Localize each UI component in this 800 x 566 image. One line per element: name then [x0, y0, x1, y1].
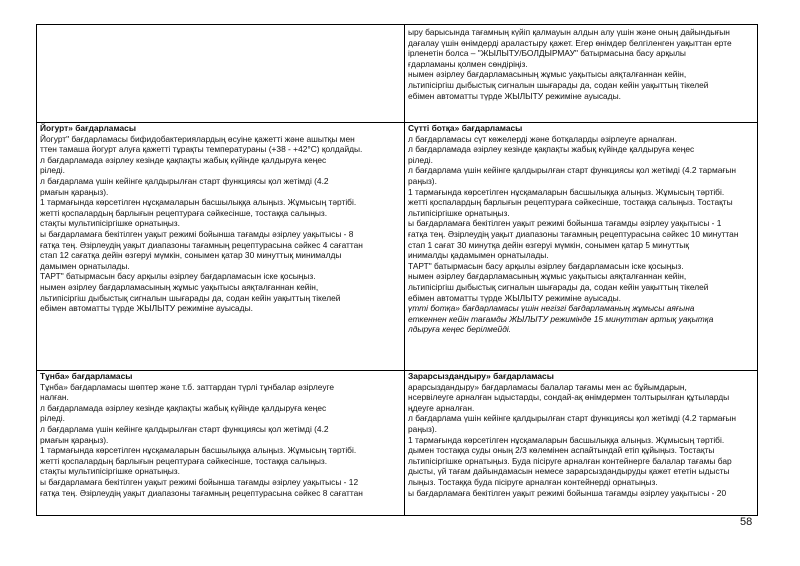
text-line: налған. [40, 392, 69, 403]
text-line: инималды қадамымен орнатылады. [408, 250, 549, 261]
text-line: ы бағдарламаға бекітілген уақыт режимі бойынша тағамды әзірлеу уақытысы - 20 [408, 487, 727, 498]
text-line: л бағдарламасы сүт көжелерді және ботқаларды әзірлеуге арналған. [408, 133, 677, 144]
text-line: льтипісіргішке орнатыңыз. [408, 207, 510, 218]
cell-top-right [405, 27, 759, 122]
text-line: дысты, үй тағам дайындамасын немесе зарарсыздандыруды қажет ететін ыдысты [408, 466, 730, 477]
text-line: ы бағдарламаға бекітілген уақыт режимі бойынша тағамды әзірлеу уақытысы - 12 [40, 476, 359, 487]
text-line: стап 12 сағатқа дейін өзгеруі мүмкін, сонымен қатар 30 минуттық минималды [40, 250, 342, 261]
text-line: л бағдарламада әзірлеу кезінде қақпақты жабық күйінде қалдыруға кеңес [408, 144, 695, 155]
text-line: 1 тармағында көрсетілген нұсқамаларын басшылыққа алыңыз. Жұмысың тәртібі. [408, 186, 725, 197]
text-line: ы бағдарламаға бекітілген уақыт режимі бойынша тағамды әзірлеу уақытысы - 1 [408, 218, 722, 229]
text-line: ғатқа тең. Әзірлеудің уақыт диапазоны тағамның рецептурасына сәйкес 10 минуттан [408, 228, 739, 239]
text-line: льтипісіргіш дыбыстық сигналын шығарады да, содан кейін уақыттың тікелей [408, 281, 709, 292]
text-line: раңыз). [408, 175, 437, 186]
text-line: ебімен автоматты түрде ЖЫЛЫТУ режиміне ауысады. [408, 90, 621, 101]
text-line: ғатқа тең. Әзірлеудің уақыт диапазоны тағамның рецептурасына сәйкес 8 сағаттан [40, 487, 363, 498]
text-line: үтті ботқа» бағдарламасы үшін негізгі бағдарламаның жұмысы аяғына [408, 303, 695, 314]
cell-sterilization-program [405, 371, 759, 517]
text-line: л бағдарлама үшін кейінге қалдырылған старт функциясы қол жетімді (4.2 тармағын [408, 413, 737, 424]
text-line: жетті қоспалардың барлығын рецептураға сәйкесінше, тостаққа салыңыз. [40, 455, 328, 466]
cell-yogurt-program [37, 123, 404, 370]
text-line: лыңыз. Тостаққа буда пісіруге арналған контейнерді орнатыңыз. [408, 476, 658, 487]
text-line: ы бағдарламаға бекітілген уақыт режимі бойынша тағамды әзірлеу уақытысы - 8 [40, 228, 354, 239]
cell-infusion-program [37, 371, 404, 517]
text-line: нымен әзірлеу бағдарламасының жұмыс уақытысы аяқталғаннан кейін, [408, 271, 687, 282]
text-line: ріледі. [40, 413, 65, 424]
text-line: ебімен автоматты түрде ЖЫЛЫТУ режиміне ауысады. [408, 292, 621, 303]
text-line: 1 тармағында көрсетілген нұсқамаларын басшылыққа алыңыз. Жұмысың тәртібі. [40, 445, 357, 456]
text-line: дамымен орнатылады. [40, 260, 130, 271]
text-line: ғатқа тең. Әзірлеудің уақыт диапазоны тағамның рецептурасына сәйкес 4 сағаттан [40, 239, 363, 250]
text-line: Йогурт" бағдарламасы бифидобактериялардың өсуіне қажетті және ашытқы мен [40, 133, 355, 144]
section-heading: Сүтті ботқа» бағдарламасы [408, 123, 523, 133]
text-line: ірленетін болса – "ЖЫЛЫТУ/БОЛДЫРМАУ" батырмасына басу арқылы [408, 48, 686, 59]
text-line: ТАРТ" батырмасын басу арқылы әзірлеу бағдарламасын іске қосыңыз. [40, 271, 316, 282]
text-line: л бағдарлама үшін кейінге қалдырылған старт функциясы қол жетімді (4.2 [40, 175, 329, 186]
text-line: нсервілеуге арналған ыдыстарды, сондай-ақ өнімдермен толтырылған құтыларды [408, 392, 730, 403]
text-line: льтипісіргіш дыбыстық сигналын шығарады да, содан кейін уақыттың тікелей [40, 292, 341, 303]
text-line: рмағын қараңыз). [40, 186, 109, 197]
page-number: 58 [740, 516, 753, 528]
text-line: стап 1 сағат 30 минутқа дейін өзгеруі мүмкін, сонымен қатар 5 минуттық [408, 239, 689, 250]
text-line: арарсыздандыру» бағдарламасы балалар тағамы мен ас бұйымдарын, [408, 381, 687, 392]
text-line: жетті қоспалардың барлығын рецептураға сәйкесінше, тостаққа салыңыз. [40, 207, 328, 218]
text-line: ТАРТ" батырмасын басу арқылы әзірлеу бағдарламасын іске қосыңыз. [408, 260, 684, 271]
text-line: ңдеуге арналған. [408, 402, 475, 413]
cell-top-left [37, 25, 404, 122]
text-line: нымен әзірлеу бағдарламасының жұмыс уақытысы аяқталғаннан кейін, [408, 69, 687, 80]
text-line: ріледі. [40, 165, 65, 176]
text-line: раңыз). [408, 423, 437, 434]
text-line: л бағдарламада әзірлеу кезінде қақпақты жабық күйінде қалдыруға кеңес [40, 154, 327, 165]
text-line: ғдарламаны қолмен сөндіріңіз. [408, 58, 528, 69]
text-line: льтипісіргіш дыбыстық сигналын шығарады да, содан кейін уақыттың тікелей [408, 79, 709, 90]
section-heading: Тұнба» бағдарламасы [40, 371, 133, 381]
text-line: ебімен автоматты түрде ЖЫЛЫТУ режиміне ауысады. [40, 303, 253, 314]
text-line: ыру барысында тағамның күйіп қалмауын алдын алу үшін және оның дайындығын [408, 27, 730, 37]
text-line: еткеннен кейін тағамды ЖЫЛЫТУ режимінде 15 минуттан артық уақытқа [408, 313, 714, 324]
text-line: ріледі. [408, 154, 433, 165]
instruction-table [36, 24, 758, 516]
section-heading: Зарарсыздандыру» бағдарламасы [408, 371, 554, 381]
text-line: ттен тамаша йогурт алуға қажетті тұрақты температураны (+38 - +42°С) қолдайды. [40, 144, 363, 155]
text-line: 1 тармағында көрсетілген нұсқамаларын басшылыққа алыңыз. Жұмысың тәртібі. [408, 434, 725, 445]
text-line: л бағдарламада әзірлеу кезінде қақпақты жабық күйінде қалдыруға кеңес [40, 402, 327, 413]
text-line: 1 тармағында көрсетілген нұсқамаларын басшылыққа алыңыз. Жұмысың тәртібі. [40, 197, 357, 208]
cell-milk-porridge-program [405, 123, 759, 370]
text-line: стақты мультипісіргішке орнатыңыз. [40, 218, 180, 229]
text-line: дымен тостаққа суды оның 2/3 көлемінен аспайтындай етіп құйыңыз. Тостақты [408, 445, 715, 456]
section-heading: Йогурт» бағдарламасы [40, 123, 136, 133]
text-line: льтипісіргішке орнатыңыз. Буда пісіруге арналған контейнерге балалар тағамы бар [408, 455, 732, 466]
text-line: л бағдарлама үшін кейінге қалдырылған старт функциясы қол жетімді (4.2 [40, 423, 329, 434]
text-line: рмағын қараңыз). [40, 434, 109, 445]
text-line: лдыруға кеңес берілмейді. [408, 324, 512, 335]
text-line: стақты мультипісіргішке орнатыңыз. [40, 466, 180, 477]
text-line: жетті қоспалардың барлығын рецептураға сәйкесінше, тостаққа салыңыз. Тостақты [408, 197, 733, 208]
text-line: нымен әзірлеу бағдарламасының жұмыс уақытысы аяқталғаннан кейін, [40, 281, 319, 292]
text-line: л бағдарлама үшін кейінге қалдырылған старт функциясы қол жетімді (4.2 тармағын [408, 165, 737, 176]
text-line: дағалау үшін өнімдерді араластыру қажет. Егер өнімдер белгіленген уақыттан ерте [408, 37, 732, 48]
text-line: Тұнба» бағдарламасы шөптер және т.б. заттардан түрлі тұнбалар әзірлеуге [40, 381, 335, 392]
